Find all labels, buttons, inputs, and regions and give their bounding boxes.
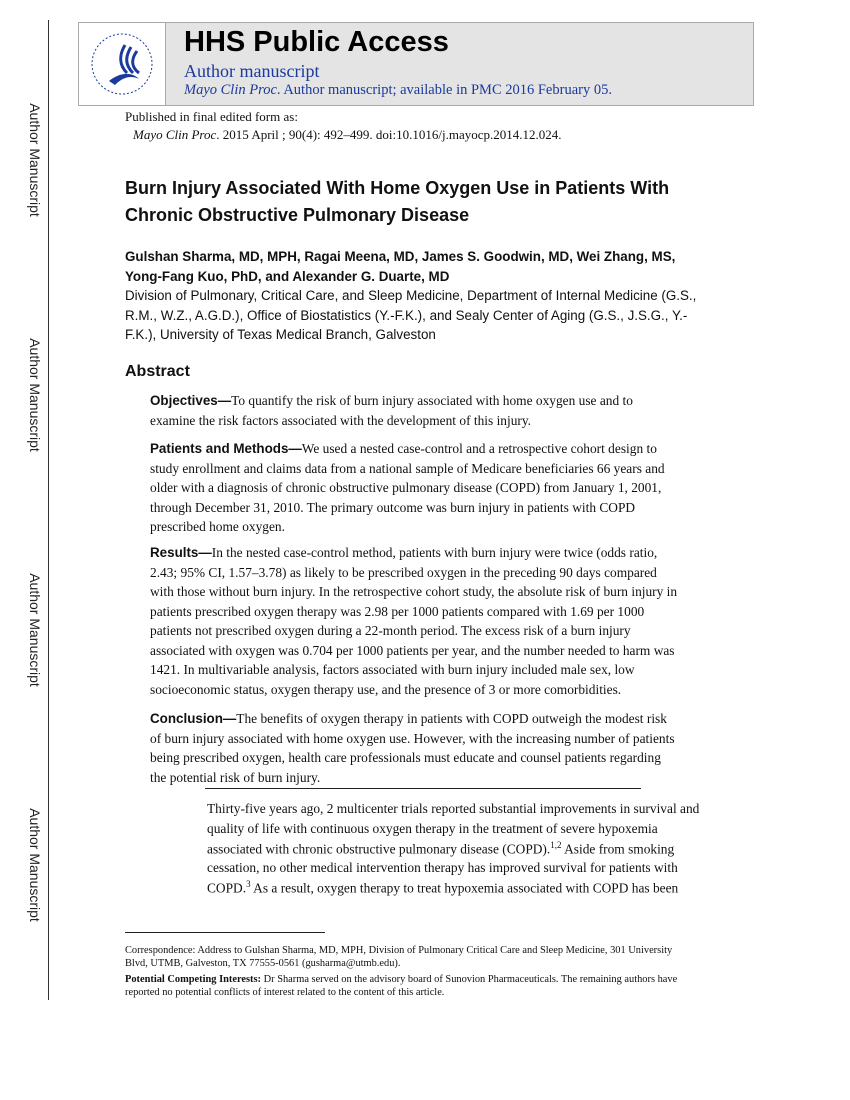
author-line: Gulshan Sharma, MD, MPH, Ragai Meena, MD, James S. Goodwin, MD, Wei Zhang, MS, xyxy=(125,249,676,264)
abstract-line xyxy=(150,519,285,535)
hhs-logo-icon xyxy=(79,23,166,105)
abstract-heading: Abstract xyxy=(125,363,190,380)
sidebar-label: Author Manuscript xyxy=(27,338,43,452)
body-text-segment: COPD. xyxy=(207,880,247,896)
body-text-segment: associated with chronic obstructive pulmonary disease (COPD). xyxy=(207,841,551,857)
abstract-line xyxy=(150,480,661,496)
abstract-line xyxy=(150,604,644,620)
body-text-segment: As a result, oxygen therapy to treat hypoxemia associated with COPD has been xyxy=(250,880,679,896)
abstract-section-first-line xyxy=(150,711,667,727)
citation-text: . 2015 April ; 90(4): 492–499. doi:10.1016/j.mayocp.2014.12.024. xyxy=(216,127,562,142)
body-line xyxy=(207,879,678,896)
hhs-header xyxy=(78,22,754,106)
abstract-line xyxy=(150,731,675,747)
published-label: Published in final edited form as: xyxy=(125,109,298,124)
abstract-section-first-line xyxy=(150,393,633,409)
abstract-text: through December 31, 2010. The primary outcome was burn injury in patients with COPD xyxy=(150,499,636,515)
body-text-segment: Aside from smoking xyxy=(561,841,675,857)
affiliation-line: F.K.), University of Texas Medical Branch, Galveston xyxy=(125,327,436,342)
correspondence-line: Correspondence: Address to Gulshan Sharma, MD, MPH, Division of Pulmonary Critical Care and Sleep Medicine, 301 University xyxy=(125,945,673,956)
abstract-text: To quantify the risk of burn injury associated with home oxygen use and to xyxy=(231,393,633,408)
abstract-text: the potential risk of burn injury. xyxy=(150,769,321,785)
journal-name: Mayo Clin Proc xyxy=(133,127,217,142)
abstract-text: examine the risk factors associated with the development of this injury. xyxy=(150,412,532,428)
abstract-line xyxy=(150,662,635,678)
abstract-text: In the nested case-control method, patients with burn injury were twice (odds ratio, xyxy=(211,545,658,560)
abstract-text: of burn injury associated with home oxygen use. However, with the increasing number of patients xyxy=(150,730,675,746)
title-line: Chronic Obstructive Pulmonary Disease xyxy=(125,205,470,225)
header-availability xyxy=(184,82,612,99)
abstract-text: study enrollment and claims data from a national sample of Medicare beneficiaries 66 years and xyxy=(150,460,665,476)
abstract-line xyxy=(150,584,677,600)
sidebar-label: Author Manuscript xyxy=(27,808,43,922)
abstract-text: with those without burn injury. In the retrospective cohort study, the absolute risk of burn injury in xyxy=(150,584,678,599)
availability-text: . Author manuscript; available in PMC 2016 February 05. xyxy=(276,82,612,98)
abstract-section-label: Conclusion— xyxy=(150,711,237,726)
abstract-text: prescribed home oxygen. xyxy=(150,519,285,534)
body-line xyxy=(207,840,674,857)
abstract-text: older with a diagnosis of chronic obstructive pulmonary disease (COPD) from January 1, 2001, xyxy=(150,480,662,495)
journal-name: Mayo Clin Proc xyxy=(184,82,277,98)
correspondence-line: Blvd, UTMB, Galveston, TX 77555-0561 (gusharma@utmb.edu). xyxy=(125,958,401,969)
abstract-divider xyxy=(205,788,641,789)
affiliation-line: R.M., W.Z., A.G.D.), Office of Biostatistics (Y.-F.K.), and Sealy Center of Aging (G.S., J.S.G., Y.- xyxy=(125,307,688,323)
competing-interests-line xyxy=(125,974,677,985)
abstract-text: The benefits of oxygen therapy in patients with COPD outweigh the modest risk xyxy=(236,711,667,726)
abstract-text: patients prescribed oxygen therapy was 2.98 per 1000 patients compared with 1.69 per 1000 xyxy=(150,603,645,619)
sidebar-label: Author Manuscript xyxy=(27,103,43,217)
affiliation-line: Division of Pulmonary, Critical Care, and Sleep Medicine, Department of Internal Medicine (G.S., xyxy=(125,288,697,303)
abstract-section-first-line xyxy=(150,545,657,561)
abstract-line xyxy=(150,565,657,581)
competing-interests-text: Dr Sharma served on the advisory board of Sunovion Pharmaceuticals. The remaining authors have xyxy=(261,974,678,985)
abstract-line xyxy=(150,770,320,786)
author-line: Yong-Fang Kuo, PhD, and Alexander G. Duarte, MD xyxy=(125,268,450,284)
citation-superscript: 3 xyxy=(246,879,251,889)
footnote-rule xyxy=(125,932,325,933)
body-text-segment: Thirty-five years ago, 2 multicenter trials reported substantial improvements in survival and xyxy=(207,801,700,816)
abstract-text: associated with oxygen was 0.704 per 1000 patients per year, and the number needed to harm was xyxy=(150,642,675,658)
citation-superscript: 1,2 xyxy=(550,840,562,850)
body-line xyxy=(207,860,678,876)
abstract-text: 1421. In multivariable analysis, factors associated with burn injury included male sex, low xyxy=(150,662,635,677)
abstract-line xyxy=(150,682,621,698)
abstract-line xyxy=(150,750,661,766)
abstract-section-label: Objectives— xyxy=(150,393,232,408)
title-line: Burn Injury Associated With Home Oxygen Use in Patients With xyxy=(125,178,670,198)
header-subtitle: Author manuscript xyxy=(184,61,320,81)
abstract-text: We used a nested case-control and a retrospective cohort design to xyxy=(301,441,657,456)
abstract-line xyxy=(150,413,531,429)
margin-rule xyxy=(48,20,49,1000)
abstract-section-label: Results— xyxy=(150,545,212,560)
header-title: HHS Public Access xyxy=(184,26,449,58)
abstract-line xyxy=(150,623,631,639)
abstract-text: socioeconomic status, oxygen therapy use, and the presence of 3 or more comorbidities. xyxy=(150,681,622,697)
abstract-line xyxy=(150,643,675,659)
competing-interests-text: reported no potential conflicts of interest related to the content of this article. xyxy=(125,987,445,998)
body-line xyxy=(207,801,699,817)
competing-interests-line xyxy=(125,987,444,998)
citation xyxy=(133,127,562,143)
abstract-section-first-line xyxy=(150,441,657,457)
body-text-segment: cessation, no other medical intervention therapy has improved survival for patients with xyxy=(207,859,678,875)
competing-interests-label: Potential Competing Interests: xyxy=(125,974,262,985)
abstract-text: being prescribed oxygen, health care professionals must educate and counsel patients regarding xyxy=(150,750,661,765)
abstract-line xyxy=(150,461,665,477)
abstract-text: patients not prescribed oxygen during a 22-month period. The excess risk of a burn injury xyxy=(150,623,631,638)
abstract-line xyxy=(150,500,635,516)
body-text-segment: quality of life with continuous oxygen therapy in the treatment of severe hypoxemia xyxy=(207,820,658,836)
abstract-text: 2.43; 95% CI, 1.57–3.78) as likely to be prescribed oxygen in the preceding 90 days compared xyxy=(150,564,657,580)
sidebar-label: Author Manuscript xyxy=(27,573,43,687)
abstract-section-label: Patients and Methods— xyxy=(150,441,302,456)
body-line xyxy=(207,821,658,837)
